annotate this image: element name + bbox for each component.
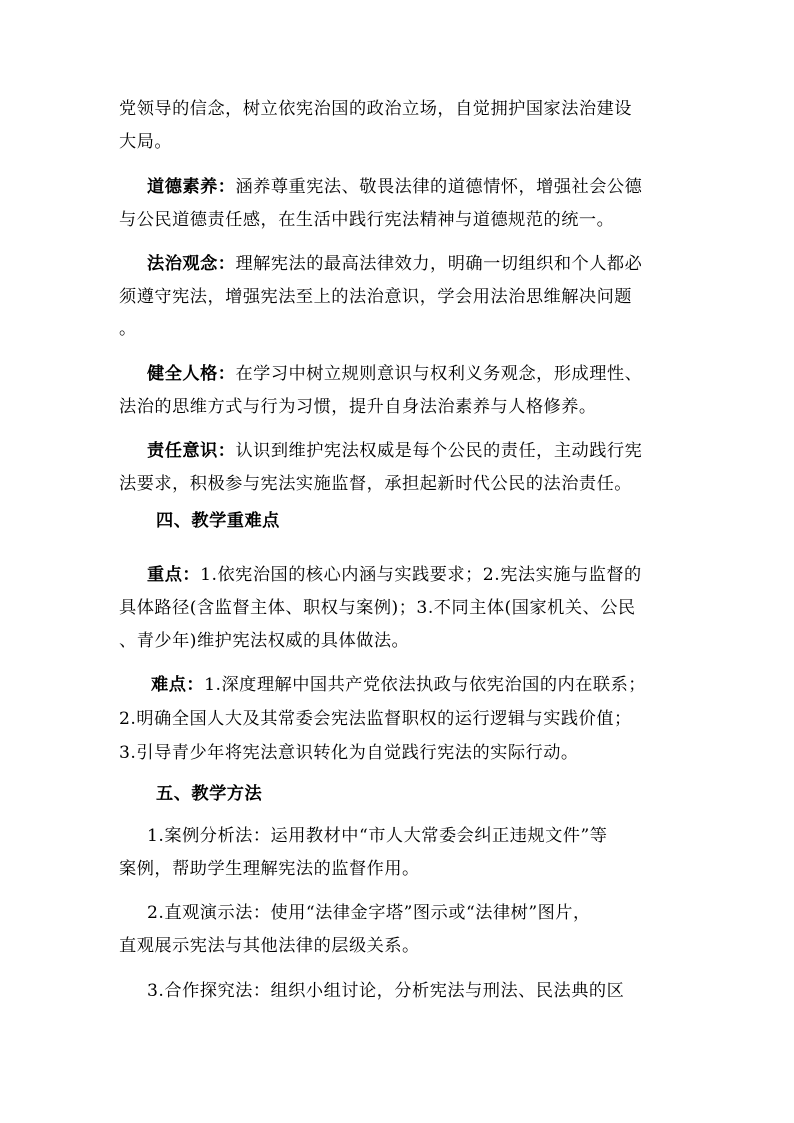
text-line: 1.案例分析法：运用教材中“市人大常委会纠正违规文件”等 bbox=[147, 826, 608, 846]
text-line: 与公民道德责任感，在生活中践行宪法精神与道德规范的统一。 bbox=[119, 210, 615, 230]
paragraph-difficult-points bbox=[151, 670, 679, 700]
text-line: 案例，帮助学生理解宪法的监督作用。 bbox=[119, 859, 420, 879]
text-line: 理解宪法的最高法律效力，明确一切组织和个人都必 bbox=[235, 254, 643, 274]
text-line: 2.明确全国人大及其常委会宪法监督职权的运行逻辑与实践价值； bbox=[119, 709, 632, 729]
text-line: 2.直观演示法：使用“法律金字塔”图示或“法律树”图片， bbox=[147, 903, 591, 923]
text-line: 在学习中树立规则意识与权利义务观念，形成理性、 bbox=[235, 364, 643, 384]
paragraph-responsibility bbox=[147, 436, 679, 466]
text-line: 3.引导青少年将宪法意识转化为自觉践行宪法的实际行动。 bbox=[119, 743, 579, 763]
text-line: 、青少年)维护宪法权威的具体做法。 bbox=[119, 631, 410, 651]
paragraph-rule-of-law bbox=[147, 249, 679, 279]
heading-section-5: 五、教学方法 bbox=[156, 784, 263, 804]
text-line: 涵养尊重宪法、敬畏法律的道德情怀，增强社会公德 bbox=[235, 177, 643, 197]
text-line: 大局。 bbox=[119, 132, 173, 152]
paragraph-key-points bbox=[147, 560, 679, 590]
term-difficult-points: 难点： bbox=[151, 675, 205, 695]
term-responsibility: 责任意识： bbox=[147, 441, 236, 461]
text-line: 具体路径(含监督主体、职权与案例)；3.不同主体(国家机关、公民 bbox=[119, 598, 636, 618]
term-personality: 健全人格： bbox=[147, 364, 236, 384]
text-line: 1.深度理解中国共产党依法执政与依宪治国的内在联系； bbox=[204, 675, 646, 695]
text-line: 法治的思维方式与行为习惯，提升自身法治素养与人格修养。 bbox=[119, 397, 597, 417]
term-key-points: 重点： bbox=[147, 565, 201, 585]
text-line: 法要求，积极参与宪法实施监督，承担起新时代公民的法治责任。 bbox=[119, 474, 632, 494]
text-line: 认识到维护宪法权威是每个公民的责任，主动践行宪 bbox=[235, 441, 643, 461]
term-moral: 道德素养： bbox=[147, 177, 236, 197]
heading-section-4: 四、教学重难点 bbox=[156, 511, 280, 531]
text-line: 党领导的信念，树立依宪治国的政治立场，自觉拥护国家法治建设 bbox=[119, 99, 632, 119]
paragraph-personality bbox=[147, 359, 679, 389]
text-line: 直观展示宪法与其他法律的层级关系。 bbox=[119, 936, 420, 956]
text-line: 1.依宪治国的核心内涵与实践要求；2.宪法实施与监督的 bbox=[200, 565, 642, 585]
paragraph-moral bbox=[147, 172, 679, 202]
text-line: 。 bbox=[119, 319, 137, 339]
text-line: 须遵守宪法，增强宪法至上的法治意识，学会用法治思维解决问题 bbox=[119, 287, 632, 307]
text-line: 3.合作探究法：组织小组讨论，分析宪法与刑法、民法典的区 bbox=[147, 981, 625, 1001]
term-rule-of-law: 法治观念： bbox=[147, 254, 236, 274]
